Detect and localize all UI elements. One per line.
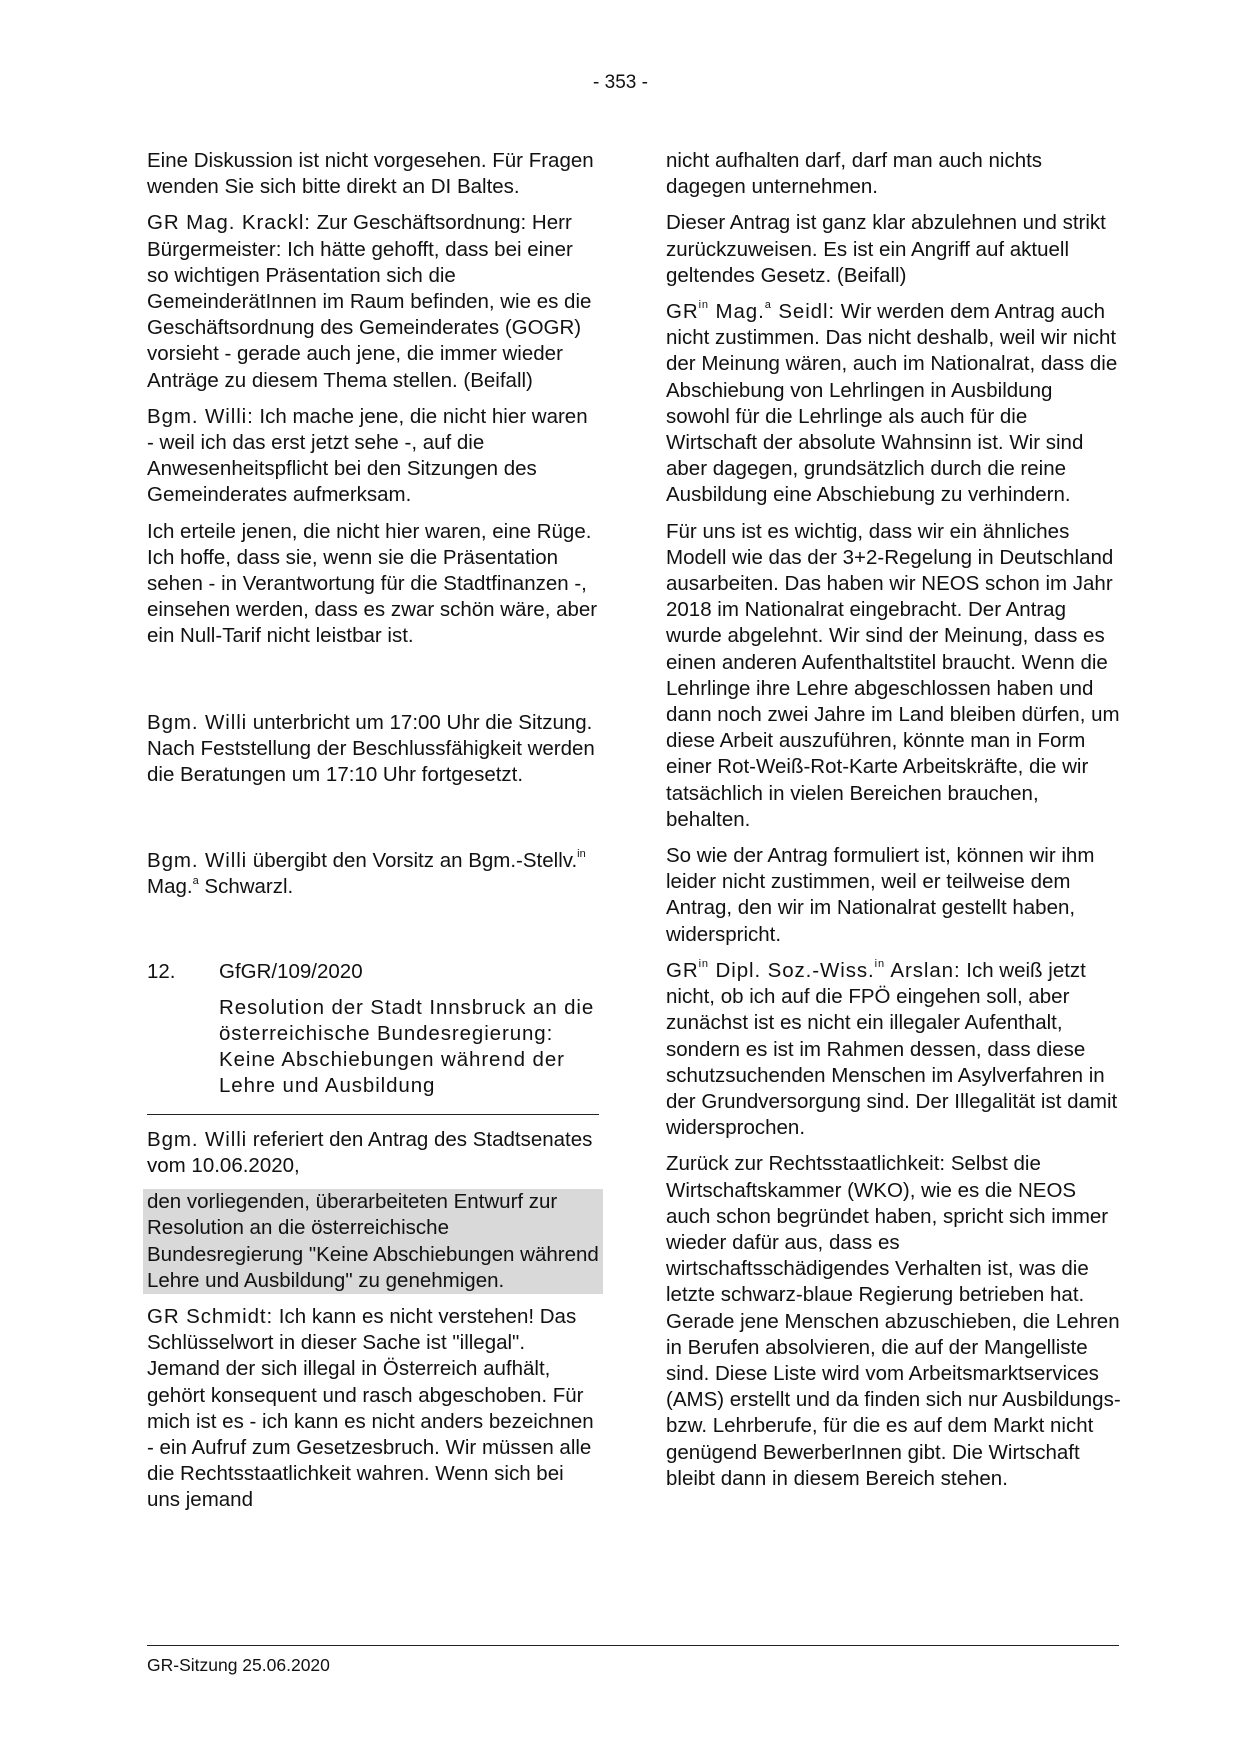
speaker-part: GR — [666, 300, 699, 324]
procedural-text: übergibt den Vorsitz an Bgm.-Stellv. — [247, 849, 578, 873]
superscript: in — [698, 299, 709, 312]
paragraph-info: Eine Diskussion ist nicht vorgesehen. Für Fragen wenden Sie sich bitte direkt an DI Baltes. — [147, 149, 594, 199]
speech-krackl — [147, 210, 599, 393]
procedural-text: Mag. — [147, 875, 193, 899]
procedural-text: Schwarzl. — [198, 875, 294, 899]
procedural-text: referiert den Antrag des Stadtsenates vom 10.06.2020, — [147, 1127, 593, 1177]
speaker-part: Mag. — [708, 300, 765, 324]
footer-session-date: GR-Sitzung 25.06.2020 — [147, 1655, 330, 1675]
speech-text: Ich kann es nicht verstehen! Das Schlüsselwort in dieser Sache ist "illegal". Jemand der sich illegal in Österreich aufhält, gehört konsequent und rasch abgeschoben. Für mich ist es - ich kann es nicht anders bezeichnen - ein Aufruf zum Gesetzesbruch. Wir müssen alle die Rechtsstaatlichkeit wahren. Wenn sich bei uns jemand — [147, 1304, 594, 1512]
speech-seidl — [666, 299, 1121, 509]
superscript: a — [764, 299, 772, 312]
footer-divider — [147, 1645, 1119, 1646]
speaker-part: GR — [666, 958, 699, 982]
speech-arslan-cont: Zurück zur Rechtsstaatlichkeit: Selbst die Wirtschaftskammer (WKO), wie es die NEOS auch schon begründet haben, spricht sich immer wieder dafür aus, dass es wirtschaftsschädigendes Verhalten ist, was die letzte schwarz-blaue Regierung betrieben hat. Gerade jene Menschen abzuschieben, die Lehren in Berufen absolvieren, die auf der Mangelliste sind. Diese Liste wird vom Arbeitsmarktservices (AMS) erstellt und da finden sich nur Ausbildungs- bzw. Lehrberufe, für die es auf dem Markt nicht genügend BewerberInnen gibt. Die Wirtschaft bleibt dann in diesem Bereich stehen. — [666, 1152, 1121, 1490]
right-column — [666, 148, 1121, 1502]
agenda-divider — [147, 1114, 599, 1115]
page-number: - 353 - — [593, 72, 648, 93]
procedural-text: unterbricht um 17:00 Uhr die Sitzung. Nach Feststellung der Beschlussfähigkeit werden die Beratungen um 17:10 Uhr fortgesetzt. — [147, 710, 595, 787]
agenda-number: 12. — [147, 959, 176, 983]
speech-schmidt — [147, 1304, 599, 1514]
agenda-item — [147, 959, 599, 1110]
speaker-name: GR Mag. Krackl: — [147, 211, 311, 235]
speech-text: Ich mache jene, die nicht hier waren - weil ich das erst jetzt sehe -, auf die Anwesenheitspflicht bei den Sitzungen des Gemeinderates aufmerksam. — [147, 404, 588, 507]
left-column — [147, 148, 599, 1524]
speech-seidl-cont-2: So wie der Antrag formuliert ist, können wir ihm leider nicht zustimmen, weil er teilweise dem Antrag, den wir im Nationalrat gestellt haben, widerspricht. — [666, 844, 1095, 946]
speaker-part: Arslan: — [884, 958, 961, 982]
motion-intro — [147, 1127, 599, 1179]
speaker-part: Seidl: — [771, 300, 836, 324]
superscript: in — [698, 958, 709, 971]
superscript: in — [577, 848, 586, 861]
speech-seidl-cont: Für uns ist es wichtig, dass wir ein ähnliches Modell wie das der 3+2-Regelung in Deutschland ausarbeiten. Das haben wir NEOS schon im Jahr 2018 im Nationalrat eingebracht. Der Antrag wurde abgelehnt. Wir sind der Meinung, dass es einen anderen Aufenthaltstitel braucht. Wenn die Lehrlinge ihre Lehre abgeschlossen haben und dann noch zwei Jahre im Land bleiben dürfen, um diese Arbeit auszuführen, könnte man in Form einer Rot-Weiß-Rot-Karte Arbeitskräfte, die wir tatsächlich in vielen Bereichen brauchen, behalten. — [666, 519, 1120, 831]
superscript: in — [874, 958, 885, 971]
agenda-body — [219, 959, 599, 1110]
speaker-name: Bgm. Willi — [147, 710, 248, 734]
speaker-name — [666, 300, 835, 323]
speech-willi-1 — [147, 404, 599, 509]
agenda-code: GfGR/109/2020 — [219, 959, 363, 983]
superscript: a — [192, 874, 199, 887]
session-interruption — [147, 710, 599, 789]
speaker-name — [666, 959, 961, 982]
speaker-part: Dipl. Soz.-Wiss. — [708, 958, 875, 982]
motion-text-highlight: den vorliegenden, überarbeiteten Entwurf zur Resolution an die österreichische Bundesregierung "Keine Abschiebungen während Lehre und Ausbildung" zu genehmigen. — [143, 1189, 603, 1294]
agenda-title: Resolution der Stadt Innsbruck an die österreichische Bundesregierung: Keine Abschiebungen während der Lehre und Ausbildung — [219, 995, 595, 1098]
paragraph-ruege: Ich erteile jenen, die nicht hier waren, eine Rüge. Ich hoffe, dass sie, wenn sie die Präsentation sehen - in Verantwortung für die Stadtfinanzen -, einsehen werden, dass es zwar schön wäre, aber ein Null-Tarif nicht leistbar ist. — [147, 519, 598, 648]
speaker-name: Bgm. Willi — [147, 1127, 248, 1151]
speech-text: Wir werden dem Antrag auch nicht zustimmen. Das nicht deshalb, weil wir nicht der Meinung wären, auch im Nationalrat, dass die Abschiebung von Lehrlingen in Ausbildung sowohl für die Lehrlinge als auch für die Wirtschaft der absolute Wahnsinn ist. Wir sind aber dagegen, grundsätzlich durch die reine Ausbildung eine Abschiebung zu verhindern. — [666, 300, 1118, 507]
speech-text: Zur Geschäftsordnung: Herr Bürgermeister: Ich hätte gehofft, dass bei einer so wichtigen Präsentation sich die GemeinderätInnen im Raum befinden, wie es die Geschäftsordnung des Gemeinderates (GOGR) vorsieht - gerade auch jene, die immer wieder Anträge zu diesem Thema stellen. (Beifall) — [147, 211, 592, 392]
chair-handover — [147, 848, 599, 900]
speech-schmidt-cont: nicht aufhalten darf, darf man auch nichts dagegen unternehmen. — [666, 149, 1043, 199]
speaker-name: Bgm. Willi: — [147, 404, 254, 428]
speaker-name: GR Schmidt: — [147, 1304, 274, 1328]
speaker-name: Bgm. Willi — [147, 849, 248, 873]
speech-arslan — [666, 958, 1121, 1141]
speech-schmidt-cont-2: Dieser Antrag ist ganz klar abzulehnen und strikt zurückzuweisen. Es ist ein Angriff auf aktuell geltendes Gesetz. (Beifall) — [666, 211, 1106, 287]
speech-text: Ich weiß jetzt nicht, ob ich auf die FPÖ eingehen soll, aber zunächst ist es nicht ein illegaler Aufenthalt, sondern es ist im Rahmen dessen, dass diese schutzsuchenden Menschen im Asylverfahren in der Grundversorgung sind. Der Illegalität ist damit widersprochen. — [666, 958, 1118, 1140]
